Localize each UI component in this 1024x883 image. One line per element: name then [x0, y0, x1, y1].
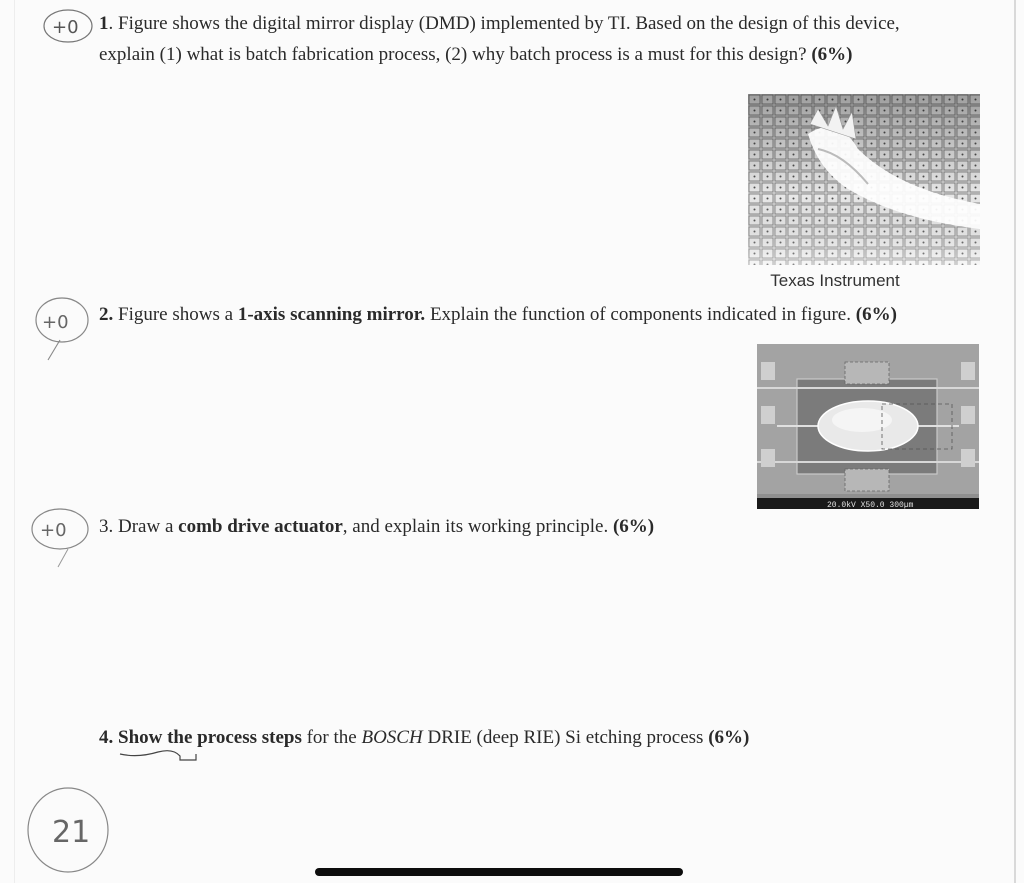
dmd-micrograph-image: [748, 94, 980, 265]
question-4-text-a: for the: [306, 727, 357, 748]
sem-scale-bar-text: 20.0kV X50.0 300µm: [827, 501, 914, 509]
grader-mark-q2-text: +0: [42, 312, 69, 333]
question-3-number: 3.: [99, 516, 114, 537]
page-edge-right: [1014, 0, 1016, 883]
grader-mark-q3: [28, 505, 94, 569]
question-1-number: 1: [99, 13, 109, 34]
grader-mark-q3-text: +0: [40, 520, 67, 541]
question-1-line-2: [99, 39, 900, 70]
question-2-points: (6%): [855, 304, 897, 325]
question-1-text-line-2: explain (1) what is batch fabrication process, (2) why batch process is a must for this design?: [99, 44, 807, 65]
question-4-bold-text: Show the process steps: [118, 727, 302, 748]
grader-total-mark: [24, 780, 120, 880]
question-2-text-b: Explain the function of components indicated in figure.: [429, 304, 851, 325]
scanning-mirror-sem-image: [757, 344, 979, 509]
question-3-text-a: Draw a: [118, 516, 174, 537]
home-indicator[interactable]: [315, 868, 683, 876]
question-3-bold-text: comb drive actuator: [178, 516, 343, 537]
question-4-text-b: DRIE (deep RIE) Si etching process: [427, 727, 704, 748]
question-4-italic-text: BOSCH: [361, 727, 423, 748]
question-3-text-b: , and explain its working principle.: [342, 516, 609, 537]
question-1: [99, 8, 900, 70]
page-edge-left: [14, 0, 15, 883]
question-2-bold-text: 1-axis scanning mirror.: [237, 304, 426, 325]
question-3-points: (6%): [612, 516, 655, 537]
question-2-number: 2.: [99, 304, 114, 325]
grader-mark-q1: [40, 6, 102, 50]
grader-mark-q1-text: +0: [52, 17, 79, 38]
question-2: [99, 299, 897, 330]
scanning-mirror-figure: [757, 344, 979, 509]
question-4-points: (6%): [708, 727, 750, 748]
question-1-points: (6%): [811, 44, 853, 65]
grader-total-mark-text: 21: [52, 815, 91, 850]
question-3: [99, 511, 654, 542]
question-2-text-a: Figure shows a: [118, 304, 234, 325]
question-1-line-1: 1. Figure shows the digital mirror display (DMD) implemented by TI. Based on the design of this device,: [99, 13, 900, 34]
figure-1-caption: Texas Instrument: [770, 271, 900, 290]
handwritten-underline: [118, 748, 208, 762]
dmd-mirror-figure: [748, 94, 980, 265]
question-1-text-line-1: Figure shows the digital mirror display (DMD) implemented by TI. Based on the design of this device,: [118, 13, 900, 34]
grader-mark-q2: [30, 292, 94, 362]
question-4-number: 4.: [99, 727, 114, 748]
